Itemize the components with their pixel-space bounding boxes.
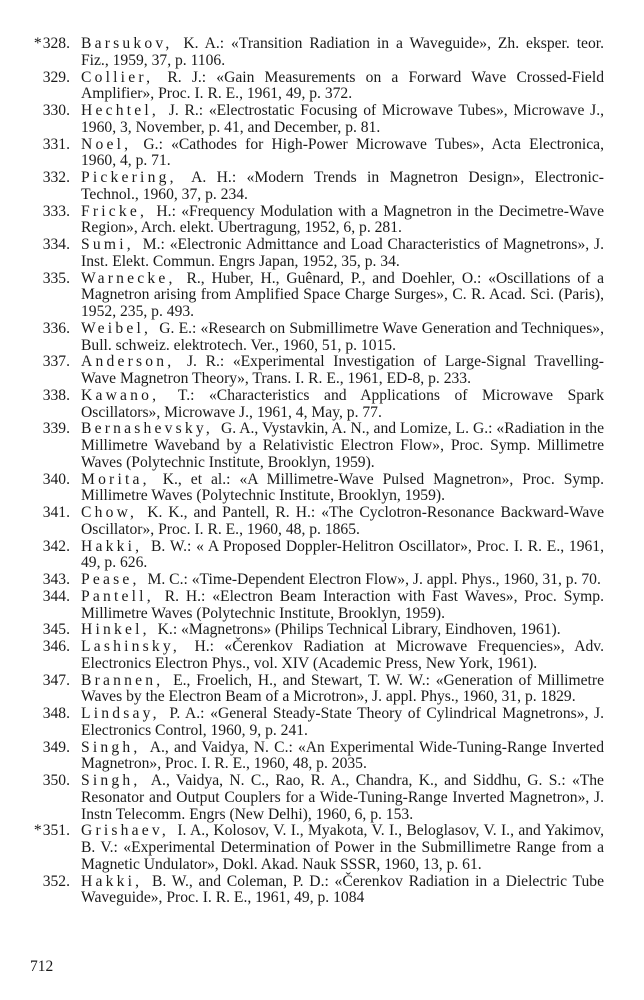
reference-index: 328. bbox=[42, 35, 70, 52]
reference-entry bbox=[0, 137, 644, 171]
reference-number bbox=[0, 70, 70, 87]
reference-number bbox=[0, 321, 70, 338]
reference-list bbox=[0, 36, 644, 907]
reference-entry bbox=[0, 103, 644, 137]
reference-text: K. A.: «Transition Radiation in a Waveguide», Zh. eksper. teor. Fiz., 1959, 37, p. 1106. bbox=[81, 35, 604, 69]
reference-text: A. H.: «Modern Trends in Magnetron Design», Electronic-Technol., 1960, 37, p. 234. bbox=[81, 169, 604, 203]
reference-entry bbox=[0, 773, 644, 823]
reference-author: Hinkel, bbox=[81, 621, 150, 639]
reference-author: Hakki, bbox=[81, 872, 143, 890]
reference-index: 338. bbox=[42, 386, 70, 404]
reference-index: 352. bbox=[42, 872, 70, 890]
reference-index: 349. bbox=[42, 738, 70, 756]
reference-author: Collier, bbox=[81, 68, 154, 86]
reference-index: 343. bbox=[42, 571, 70, 588]
reference-index: 332. bbox=[42, 169, 70, 186]
reference-entry bbox=[0, 823, 644, 873]
reference-number bbox=[0, 740, 70, 757]
reference-text: T.: «Characteristics and Applications of Microwave Spark Oscillators», Microwave J., 1961, 4, May, p. 77. bbox=[81, 386, 605, 421]
reference-mark: * bbox=[33, 822, 42, 840]
reference-text: H.: «Čerenkov Radiation at Microwave Frequencies», Adv. Electronics Electron Phys., vol. XIV (Academic Press, New York, 1961). bbox=[81, 638, 604, 672]
reference-number bbox=[0, 354, 70, 371]
reference-entry bbox=[0, 740, 644, 774]
reference-entry bbox=[0, 539, 644, 573]
reference-entry bbox=[0, 505, 644, 539]
reference-entry bbox=[0, 204, 644, 238]
reference-index: 339. bbox=[42, 420, 70, 438]
reference-author: Lashinsky, bbox=[81, 638, 180, 655]
reference-entry bbox=[0, 388, 644, 422]
reference-text: A., and Vaidya, N. C.: «An Experimental Wide-Tuning-Range Inverted Magnetron», Proc. I. R. E., 1960, 48, p. 2035. bbox=[81, 738, 604, 773]
reference-author: Chow, bbox=[81, 504, 138, 521]
reference-author: Pease, bbox=[81, 571, 140, 588]
reference-index: 341. bbox=[42, 504, 70, 521]
reference-author: Hakki, bbox=[81, 537, 143, 555]
reference-index: 350. bbox=[42, 772, 70, 789]
reference-index: 347. bbox=[42, 671, 70, 689]
reference-author: Warnecke, bbox=[81, 269, 176, 287]
reference-author: Brannen, bbox=[81, 671, 164, 689]
reference-entry bbox=[0, 472, 644, 506]
reference-text: J. R.: «Electrostatic Focusing of Microwave Tubes», Microwave J., 1960, 3, November, p. 41, and December, p. 81. bbox=[81, 102, 605, 136]
reference-number bbox=[0, 421, 70, 438]
reference-text: E., Froelich, H., and Stewart, T. W. W.: «Generation of Millimetre Waves by the Electron Beam of a Microtron», J. appl. Phys., 1960, 31, p. 1829. bbox=[81, 671, 604, 706]
reference-text: G. E.: «Research on Submillimetre Wave Generation and Techniques», Bull. schweiz. elektrotech. Ver., 1960, 51, p. 1015. bbox=[81, 319, 604, 354]
reference-entry bbox=[0, 874, 644, 908]
reference-entry bbox=[0, 36, 644, 70]
reference-text: M. C.: «Time-Dependent Electron Flow», J. appl. Phys., 1960, 31, p. 70. bbox=[147, 571, 601, 588]
reference-number bbox=[0, 170, 70, 187]
reference-entry bbox=[0, 673, 644, 707]
reference-author: Morita, bbox=[81, 470, 150, 488]
reference-entry bbox=[0, 589, 644, 623]
reference-number bbox=[0, 103, 70, 120]
reference-number bbox=[0, 137, 70, 154]
reference-author: Pantell, bbox=[81, 587, 154, 605]
reference-text: R. H.: «Electron Beam Interaction with Fast Waves», Proc. Symp. Millimetre Waves (Polytechnic Institute, Brooklyn, 1959). bbox=[81, 587, 604, 622]
reference-entry bbox=[0, 237, 644, 271]
reference-number bbox=[0, 706, 70, 723]
reference-number bbox=[0, 572, 70, 589]
reference-text: B. W., and Coleman, P. D.: «Čerenkov Radiation in a Dielectric Tube Waveguide», Proc. I. R. E., 1961, 49, p. 1084 bbox=[81, 872, 605, 907]
reference-author: Singh, bbox=[81, 738, 141, 756]
reference-number bbox=[0, 823, 70, 840]
reference-index: 329. bbox=[42, 68, 70, 86]
reference-number bbox=[0, 773, 70, 790]
reference-text: R., Huber, H., Guênard, P., and Doehler, O.: «Oscillations of a Magnetron arising from Amplified Space Charge Surges», C. R. Acad. Sci. (Paris), 1952, 235, p. 493. bbox=[81, 269, 604, 320]
reference-entry bbox=[0, 622, 644, 639]
reference-text: K., et al.: «A Millimetre-Wave Pulsed Magnetron», Proc. Symp. Millimetre Waves (Polytechnic Institute, Brooklyn, 1959). bbox=[81, 470, 605, 505]
reference-index: 333. bbox=[42, 202, 70, 220]
reference-number bbox=[0, 673, 70, 690]
reference-number bbox=[0, 622, 70, 639]
reference-text: K.: «Magnetrons» (Philips Technical Library, Eindhoven, 1961). bbox=[157, 621, 561, 639]
reference-text: J. R.: «Experimental Investigation of Large-Signal Travelling-Wave Magnetron Theory», Trans. I. R. E., 1961, ED-8, p. 233. bbox=[81, 353, 604, 387]
reference-index: 346. bbox=[42, 638, 70, 655]
reference-entry bbox=[0, 706, 644, 740]
reference-author: Kawano, bbox=[81, 386, 160, 404]
reference-text: K. K., and Pantell, R. H.: «The Cyclotron-Resonance Backward-Wave Oscillator», Proc. I. R. E., 1960, 48, p. 1865. bbox=[81, 504, 604, 538]
reference-text: G.: «Cathodes for High-Power Microwave Tubes», Acta Electronica, 1960, 4, p. 71. bbox=[81, 135, 604, 170]
reference-author: Anderson, bbox=[81, 353, 175, 371]
reference-entry bbox=[0, 572, 644, 589]
reference-text: H.: «Frequency Modulation with a Magnetron in the Decimetre-Wave Region», Arch. elekt. Ubertragung, 1952, 6, p. 281. bbox=[81, 202, 604, 237]
reference-number bbox=[0, 204, 70, 221]
reference-text: G. A., Vystavkin, A. N., and Lomize, L. G.: «Radiation in the Millimetre Waveband by a Relativistic Electron Flow», Proc. Symp. Millimetre Waves (Polytechnic Institute, Brooklyn, 1959). bbox=[81, 420, 604, 471]
reference-text: A., Vaidya, N. C., Rao, R. A., Chandra, K., and Siddhu, G. S.: «The Resonator and Output Couplers for a Wide-Tuning-Range Inverted Magnetron», J. Instn Telecomm. Engrs (New Delhi), 1960, 6, p. 153. bbox=[81, 772, 604, 823]
reference-entry bbox=[0, 170, 644, 204]
reference-entry bbox=[0, 70, 644, 104]
reference-author: Bernashevsky, bbox=[81, 420, 213, 438]
reference-index: 335. bbox=[42, 269, 70, 287]
reference-entry bbox=[0, 271, 644, 321]
reference-author: Lindsay, bbox=[81, 705, 160, 722]
reference-author: Pickering, bbox=[81, 169, 177, 186]
reference-index: 336. bbox=[42, 319, 70, 337]
reference-number bbox=[0, 589, 70, 606]
reference-number bbox=[0, 505, 70, 522]
reference-index: 334. bbox=[42, 236, 70, 253]
reference-author: Hechtel, bbox=[81, 102, 159, 119]
reference-text: B. W.: « A Proposed Doppler-Helitron Oscillator», Proc. I. R. E., 1961, 49, p. 626. bbox=[81, 537, 604, 572]
reference-number bbox=[0, 472, 70, 489]
reference-entry bbox=[0, 321, 644, 355]
reference-author: Fricke, bbox=[81, 202, 148, 220]
reference-index: 351. bbox=[42, 822, 70, 840]
reference-index: 330. bbox=[42, 102, 70, 119]
reference-number bbox=[0, 874, 70, 891]
reference-mark: * bbox=[33, 35, 42, 52]
reference-number bbox=[0, 639, 70, 656]
reference-index: 331. bbox=[42, 135, 70, 153]
reference-text: M.: «Electronic Admittance and Load Characteristics of Magnetrons», J. Inst. Elekt. Commun. Engrs Japan, 1952, 35, p. 34. bbox=[81, 236, 604, 270]
reference-text: R. J.: «Gain Measurements on a Forward Wave Crossed-Field Amplifier», Proc. I. R. E., 1961, 49, p. 372. bbox=[81, 68, 604, 103]
reference-entry bbox=[0, 639, 644, 673]
reference-number bbox=[0, 388, 70, 405]
reference-number bbox=[0, 539, 70, 556]
reference-author: Grishaev, bbox=[81, 822, 169, 840]
reference-author: Sumi, bbox=[81, 236, 134, 253]
reference-number bbox=[0, 36, 70, 53]
reference-entry bbox=[0, 354, 644, 388]
reference-index: 340. bbox=[42, 470, 70, 488]
reference-entry bbox=[0, 421, 644, 471]
reference-author: Barsukov, bbox=[81, 35, 173, 52]
reference-author: Singh, bbox=[81, 772, 141, 789]
reference-author: Weibel, bbox=[81, 319, 152, 337]
reference-index: 337. bbox=[42, 353, 70, 371]
reference-number bbox=[0, 237, 70, 254]
reference-text: I. A., Kolosov, V. I., Myakota, V. I., Beloglasov, V. I., and Yakimov, B. V.: «Experimental Determination of Power in the Submillimetre Range from a Magnetic Undulator», Dokl. Akad. Nauk SSSR, 1960, 13, p. 61. bbox=[81, 822, 604, 873]
reference-index: 342. bbox=[42, 537, 70, 555]
reference-author: Noel, bbox=[81, 135, 132, 153]
page-number: 712 bbox=[30, 958, 54, 975]
reference-index: 345. bbox=[42, 621, 70, 639]
reference-index: 348. bbox=[42, 705, 70, 722]
reference-index: 344. bbox=[42, 587, 70, 605]
reference-number bbox=[0, 271, 70, 288]
reference-text: P. A.: «General Steady-State Theory of Cylindrical Magnetrons», J. Electronics Control, 1960, 9, p. 241. bbox=[81, 705, 604, 739]
